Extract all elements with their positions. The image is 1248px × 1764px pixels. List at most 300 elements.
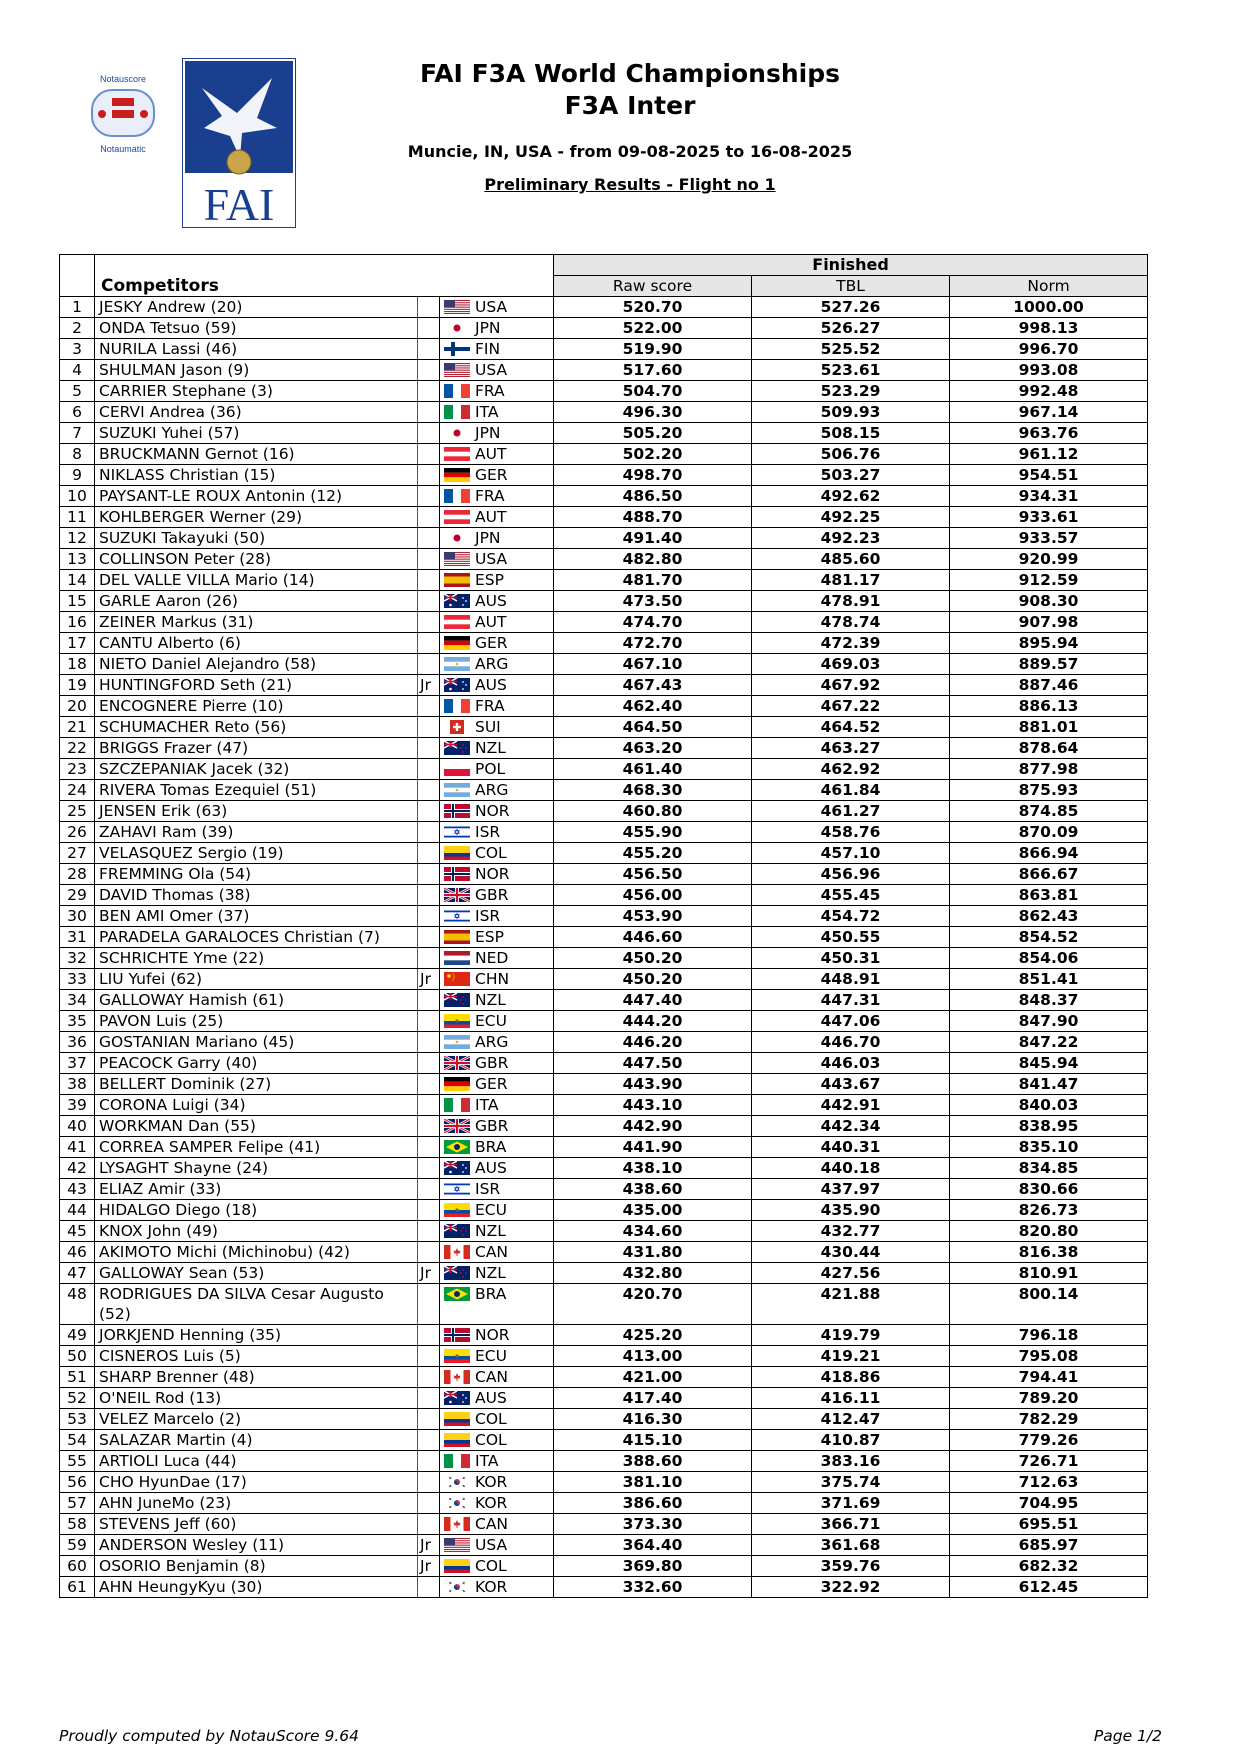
norm-score: 834.85 <box>950 1158 1148 1179</box>
nation-cell <box>440 549 554 570</box>
flag-ita-icon <box>444 404 470 418</box>
nation-code: BRA <box>475 1138 507 1156</box>
flag-col-icon <box>444 1558 470 1572</box>
nation-code: ISR <box>475 823 501 841</box>
nation-cell <box>440 780 554 801</box>
junior-flag <box>418 1284 440 1325</box>
nation-code: COL <box>475 1557 507 1575</box>
raw-score: 464.50 <box>554 717 752 738</box>
junior-flag <box>418 1032 440 1053</box>
competitor-name: CISNEROS Luis (5) <box>95 1346 418 1367</box>
flag-ecu-icon <box>444 1013 470 1027</box>
norm-score: 835.10 <box>950 1137 1148 1158</box>
raw-score: 432.80 <box>554 1263 752 1284</box>
rank-cell: 35 <box>60 1011 95 1032</box>
flag-bra-icon <box>444 1139 470 1153</box>
table-row <box>60 1158 1148 1179</box>
competitor-name: VELASQUEZ Sergio (19) <box>95 843 418 864</box>
norm-score: 954.51 <box>950 465 1148 486</box>
nation-cell <box>440 990 554 1011</box>
nation-code: KOR <box>475 1494 508 1512</box>
rank-cell: 43 <box>60 1179 95 1200</box>
table-row <box>60 1032 1148 1053</box>
junior-flag <box>418 1367 440 1388</box>
junior-flag <box>418 402 440 423</box>
raw-score: 488.70 <box>554 507 752 528</box>
table-row <box>60 339 1148 360</box>
competitor-name: CERVI Andrea (36) <box>95 402 418 423</box>
flag-kor-icon <box>444 1579 470 1593</box>
competitor-name: SALAZAR Martin (4) <box>95 1430 418 1451</box>
norm-score: 847.22 <box>950 1032 1148 1053</box>
norm-score: 862.43 <box>950 906 1148 927</box>
tbl-score: 416.11 <box>752 1388 950 1409</box>
notauscore-logo <box>86 72 160 156</box>
tbl-score: 421.88 <box>752 1284 950 1325</box>
nation-cell <box>440 885 554 906</box>
nation-cell <box>440 1179 554 1200</box>
nation-code: KOR <box>475 1473 508 1491</box>
nation-code: NZL <box>475 1264 506 1282</box>
raw-score: 461.40 <box>554 759 752 780</box>
rank-cell: 38 <box>60 1074 95 1095</box>
tbl-score: 523.61 <box>752 360 950 381</box>
raw-score: 443.10 <box>554 1095 752 1116</box>
table-row <box>60 1095 1148 1116</box>
results-subtitle: Preliminary Results - Flight no 1 <box>484 175 776 194</box>
notauscore-logo-bottom-text: Notaumatic <box>100 144 146 154</box>
nation-cell <box>440 1535 554 1556</box>
raw-score: 462.40 <box>554 696 752 717</box>
raw-score: 456.50 <box>554 864 752 885</box>
competitor-name: KNOX John (49) <box>95 1221 418 1242</box>
nation-code: COL <box>475 1431 507 1449</box>
competitor-name: KOHLBERGER Werner (29) <box>95 507 418 528</box>
table-row <box>60 990 1148 1011</box>
norm-score: 996.70 <box>950 339 1148 360</box>
nation-code: FIN <box>475 340 501 358</box>
competitor-name: AHN JuneMo (23) <box>95 1493 418 1514</box>
junior-flag <box>418 822 440 843</box>
nation-cell <box>440 717 554 738</box>
raw-score: 415.10 <box>554 1430 752 1451</box>
raw-score: 421.00 <box>554 1367 752 1388</box>
table-row <box>60 402 1148 423</box>
competitor-name: BRUCKMANN Gernot (16) <box>95 444 418 465</box>
flag-sui-icon <box>444 719 470 733</box>
nation-cell <box>440 1388 554 1409</box>
table-row <box>60 1011 1148 1032</box>
junior-flag <box>418 1493 440 1514</box>
tbl-score: 419.21 <box>752 1346 950 1367</box>
competitor-name: HIDALGO Diego (18) <box>95 1200 418 1221</box>
nation-cell <box>440 1095 554 1116</box>
table-row <box>60 570 1148 591</box>
page-number: Page 1/2 <box>1093 1727 1162 1745</box>
raw-score: 416.30 <box>554 1409 752 1430</box>
norm-score: 963.76 <box>950 423 1148 444</box>
tbl-score: 366.71 <box>752 1514 950 1535</box>
results-body <box>60 297 1148 1598</box>
tbl-score: 461.27 <box>752 801 950 822</box>
norm-score: 726.71 <box>950 1451 1148 1472</box>
nation-code: ITA <box>475 1452 499 1470</box>
nation-code: ESP <box>475 571 504 589</box>
raw-score: 434.60 <box>554 1221 752 1242</box>
nation-code: CAN <box>475 1515 509 1533</box>
flag-nzl-icon <box>444 992 470 1006</box>
raw-score: 450.20 <box>554 969 752 990</box>
raw-score: 460.80 <box>554 801 752 822</box>
table-row <box>60 1221 1148 1242</box>
raw-score: 332.60 <box>554 1577 752 1598</box>
norm-score: 682.32 <box>950 1556 1148 1577</box>
nation-cell <box>440 1409 554 1430</box>
raw-score: 505.20 <box>554 423 752 444</box>
competitor-name: BELLERT Dominik (27) <box>95 1074 418 1095</box>
rank-cell: 57 <box>60 1493 95 1514</box>
rank-cell: 51 <box>60 1367 95 1388</box>
flag-ger-icon <box>444 635 470 649</box>
flag-jpn-icon <box>444 425 470 439</box>
nation-cell <box>440 969 554 990</box>
rank-cell: 45 <box>60 1221 95 1242</box>
table-row <box>60 1263 1148 1284</box>
nation-cell <box>440 927 554 948</box>
raw-score: 498.70 <box>554 465 752 486</box>
header-rank-cell <box>60 255 95 297</box>
tbl-score: 322.92 <box>752 1577 950 1598</box>
table-row <box>60 1053 1148 1074</box>
footer-credit: Proudly computed by NotauScore 9.64 <box>59 1727 360 1745</box>
competitor-name: OSORIO Benjamin (8) <box>95 1556 418 1577</box>
nation-code: ARG <box>475 655 509 673</box>
tbl-score: 447.06 <box>752 1011 950 1032</box>
tbl-score: 523.29 <box>752 381 950 402</box>
nation-cell <box>440 675 554 696</box>
junior-flag <box>418 927 440 948</box>
nation-cell <box>440 1284 554 1325</box>
junior-flag <box>418 1179 440 1200</box>
flag-fra-icon <box>444 698 470 712</box>
nation-code: FRA <box>475 697 505 715</box>
flag-nor-icon <box>444 1327 470 1341</box>
flag-nzl-icon <box>444 1265 470 1279</box>
raw-score: 369.80 <box>554 1556 752 1577</box>
norm-score: 820.80 <box>950 1221 1148 1242</box>
rank-cell: 3 <box>60 339 95 360</box>
junior-flag <box>418 1011 440 1032</box>
tbl-score: 410.87 <box>752 1430 950 1451</box>
rank-cell: 36 <box>60 1032 95 1053</box>
flag-pol-icon <box>444 761 470 775</box>
nation-code: ITA <box>475 1096 499 1114</box>
rank-cell: 6 <box>60 402 95 423</box>
flag-fra-icon <box>444 383 470 397</box>
raw-score: 473.50 <box>554 591 752 612</box>
norm-score: 841.47 <box>950 1074 1148 1095</box>
tbl-score: 437.97 <box>752 1179 950 1200</box>
norm-score: 933.61 <box>950 507 1148 528</box>
competitor-name: COLLINSON Peter (28) <box>95 549 418 570</box>
rank-cell: 41 <box>60 1137 95 1158</box>
flag-nor-icon <box>444 866 470 880</box>
rank-cell: 23 <box>60 759 95 780</box>
tbl-score: 492.25 <box>752 507 950 528</box>
nation-code: AUS <box>475 1159 507 1177</box>
table-row <box>60 822 1148 843</box>
flag-arg-icon <box>444 782 470 796</box>
nation-cell <box>440 423 554 444</box>
raw-score: 522.00 <box>554 318 752 339</box>
junior-flag: Jr <box>418 675 440 696</box>
junior-flag <box>418 1577 440 1598</box>
tbl-score: 383.16 <box>752 1451 950 1472</box>
tbl-score: 446.70 <box>752 1032 950 1053</box>
nation-cell <box>440 1514 554 1535</box>
nation-code: ARG <box>475 1033 509 1051</box>
raw-score: 443.90 <box>554 1074 752 1095</box>
table-row <box>60 360 1148 381</box>
rank-cell: 39 <box>60 1095 95 1116</box>
raw-score: 455.90 <box>554 822 752 843</box>
table-row <box>60 696 1148 717</box>
nation-cell <box>440 1137 554 1158</box>
nation-code: GBR <box>475 1117 509 1135</box>
raw-score: 431.80 <box>554 1242 752 1263</box>
table-row <box>60 1514 1148 1535</box>
table-row <box>60 1409 1148 1430</box>
competitor-name: CORONA Luigi (34) <box>95 1095 418 1116</box>
table-row <box>60 297 1148 318</box>
nation-code: ESP <box>475 928 504 946</box>
norm-score: 854.52 <box>950 927 1148 948</box>
raw-score: 502.20 <box>554 444 752 465</box>
raw-score: 447.40 <box>554 990 752 1011</box>
rank-cell: 40 <box>60 1116 95 1137</box>
nation-cell <box>440 360 554 381</box>
nation-cell <box>440 612 554 633</box>
competitor-name: STEVENS Jeff (60) <box>95 1514 418 1535</box>
flag-gbr-icon <box>444 1055 470 1069</box>
tbl-score: 448.91 <box>752 969 950 990</box>
table-row <box>60 1430 1148 1451</box>
table-row <box>60 1074 1148 1095</box>
norm-score: 908.30 <box>950 591 1148 612</box>
table-row <box>60 885 1148 906</box>
header-finished: Finished <box>554 255 1148 276</box>
nation-code: ECU <box>475 1347 507 1365</box>
competitor-name: GALLOWAY Hamish (61) <box>95 990 418 1011</box>
flag-can-icon <box>444 1516 470 1530</box>
nation-cell <box>440 318 554 339</box>
table-row <box>60 906 1148 927</box>
rank-cell: 61 <box>60 1577 95 1598</box>
rank-cell: 34 <box>60 990 95 1011</box>
flag-esp-icon <box>444 572 470 586</box>
rank-cell: 27 <box>60 843 95 864</box>
norm-score: 854.06 <box>950 948 1148 969</box>
tbl-score: 435.90 <box>752 1200 950 1221</box>
raw-score: 435.00 <box>554 1200 752 1221</box>
tbl-score: 485.60 <box>752 549 950 570</box>
table-row <box>60 927 1148 948</box>
competitor-name: ONDA Tetsuo (59) <box>95 318 418 339</box>
junior-flag <box>418 990 440 1011</box>
nation-cell <box>440 822 554 843</box>
junior-flag <box>418 696 440 717</box>
flag-nzl-icon <box>444 1223 470 1237</box>
rank-cell: 1 <box>60 297 95 318</box>
flag-ecu-icon <box>444 1202 470 1216</box>
rank-cell: 2 <box>60 318 95 339</box>
title-line-1: FAI F3A World Championships <box>420 59 840 88</box>
tbl-score: 526.27 <box>752 318 950 339</box>
tbl-score: 458.76 <box>752 822 950 843</box>
table-row <box>60 486 1148 507</box>
header-tbl: TBL <box>752 276 950 297</box>
rank-cell: 18 <box>60 654 95 675</box>
tbl-score: 419.79 <box>752 1325 950 1346</box>
nation-code: POL <box>475 760 506 778</box>
table-row <box>60 864 1148 885</box>
raw-score: 420.70 <box>554 1284 752 1325</box>
junior-flag <box>418 843 440 864</box>
competitor-name: AHN HeungyKyu (30) <box>95 1577 418 1598</box>
flag-ned-icon <box>444 950 470 964</box>
competitor-name: ELIAZ Amir (33) <box>95 1179 418 1200</box>
table-row <box>60 1325 1148 1346</box>
rank-cell: 44 <box>60 1200 95 1221</box>
raw-score: 463.20 <box>554 738 752 759</box>
rank-cell: 54 <box>60 1430 95 1451</box>
norm-score: 794.41 <box>950 1367 1148 1388</box>
rank-cell: 32 <box>60 948 95 969</box>
flag-ecu-icon <box>444 1348 470 1362</box>
competitor-name: SHULMAN Jason (9) <box>95 360 418 381</box>
junior-flag <box>418 1325 440 1346</box>
rank-cell: 48 <box>60 1284 95 1325</box>
flag-usa-icon <box>444 551 470 565</box>
competitor-name: RODRIGUES DA SILVA Cesar Augusto (52) <box>95 1284 418 1325</box>
competitor-name: ENCOGNERE Pierre (10) <box>95 696 418 717</box>
table-row <box>60 759 1148 780</box>
competitor-name: ANDERSON Wesley (11) <box>95 1535 418 1556</box>
raw-score: 444.20 <box>554 1011 752 1032</box>
raw-score: 447.50 <box>554 1053 752 1074</box>
rank-cell: 4 <box>60 360 95 381</box>
table-row <box>60 528 1148 549</box>
junior-flag <box>418 759 440 780</box>
raw-score: 519.90 <box>554 339 752 360</box>
tbl-score: 481.17 <box>752 570 950 591</box>
nation-code: ECU <box>475 1201 507 1219</box>
table-row <box>60 1493 1148 1514</box>
nation-code: AUT <box>475 613 507 631</box>
rank-cell: 46 <box>60 1242 95 1263</box>
tbl-score: 525.52 <box>752 339 950 360</box>
norm-score: 920.99 <box>950 549 1148 570</box>
nation-code: JPN <box>475 424 501 442</box>
raw-score: 364.40 <box>554 1535 752 1556</box>
nation-code: COL <box>475 844 507 862</box>
junior-flag <box>418 1388 440 1409</box>
rank-cell: 47 <box>60 1263 95 1284</box>
nation-cell <box>440 1577 554 1598</box>
rank-cell: 24 <box>60 780 95 801</box>
table-row <box>60 1388 1148 1409</box>
nation-cell <box>440 1221 554 1242</box>
table-row <box>60 969 1148 990</box>
norm-score: 810.91 <box>950 1263 1148 1284</box>
nation-code: AUT <box>475 508 507 526</box>
flag-ita-icon <box>444 1097 470 1111</box>
tbl-score: 467.92 <box>752 675 950 696</box>
flag-col-icon <box>444 1411 470 1425</box>
flag-aus-icon <box>444 677 470 691</box>
competitor-name: CORREA SAMPER Felipe (41) <box>95 1137 418 1158</box>
junior-flag <box>418 423 440 444</box>
junior-flag <box>418 360 440 381</box>
nation-cell <box>440 948 554 969</box>
rank-cell: 15 <box>60 591 95 612</box>
junior-flag <box>418 738 440 759</box>
table-row <box>60 1472 1148 1493</box>
nation-cell <box>440 1472 554 1493</box>
table-row <box>60 738 1148 759</box>
junior-flag <box>418 1221 440 1242</box>
rank-cell: 22 <box>60 738 95 759</box>
raw-score: 467.43 <box>554 675 752 696</box>
norm-score: 795.08 <box>950 1346 1148 1367</box>
raw-score: 468.30 <box>554 780 752 801</box>
nation-cell <box>440 528 554 549</box>
junior-flag <box>418 633 440 654</box>
flag-gbr-icon <box>444 1118 470 1132</box>
flag-col-icon <box>444 845 470 859</box>
tbl-score: 450.31 <box>752 948 950 969</box>
norm-score: 934.31 <box>950 486 1148 507</box>
raw-score: 413.00 <box>554 1346 752 1367</box>
junior-flag <box>418 507 440 528</box>
competitor-name: LYSAGHT Shayne (24) <box>95 1158 418 1179</box>
competitor-name: JENSEN Erik (63) <box>95 801 418 822</box>
nation-cell <box>440 1032 554 1053</box>
junior-flag <box>418 297 440 318</box>
norm-score: 845.94 <box>950 1053 1148 1074</box>
norm-score: 875.93 <box>950 780 1148 801</box>
nation-code: ISR <box>475 1180 501 1198</box>
raw-score: 486.50 <box>554 486 752 507</box>
raw-score: 425.20 <box>554 1325 752 1346</box>
nation-cell <box>440 1430 554 1451</box>
nation-code: GER <box>475 634 508 652</box>
norm-score: 866.67 <box>950 864 1148 885</box>
flag-ger-icon <box>444 467 470 481</box>
tbl-score: 478.74 <box>752 612 950 633</box>
norm-score: 870.09 <box>950 822 1148 843</box>
table-row <box>60 780 1148 801</box>
nation-cell <box>440 801 554 822</box>
competitor-name: PEACOCK Garry (40) <box>95 1053 418 1074</box>
competitor-name: BRIGGS Frazer (47) <box>95 738 418 759</box>
junior-flag <box>418 1451 440 1472</box>
norm-score: 998.13 <box>950 318 1148 339</box>
raw-score: 455.20 <box>554 843 752 864</box>
nation-code: USA <box>475 298 508 316</box>
fai-logo-text: FAI <box>203 179 275 228</box>
nation-code: USA <box>475 1536 508 1554</box>
